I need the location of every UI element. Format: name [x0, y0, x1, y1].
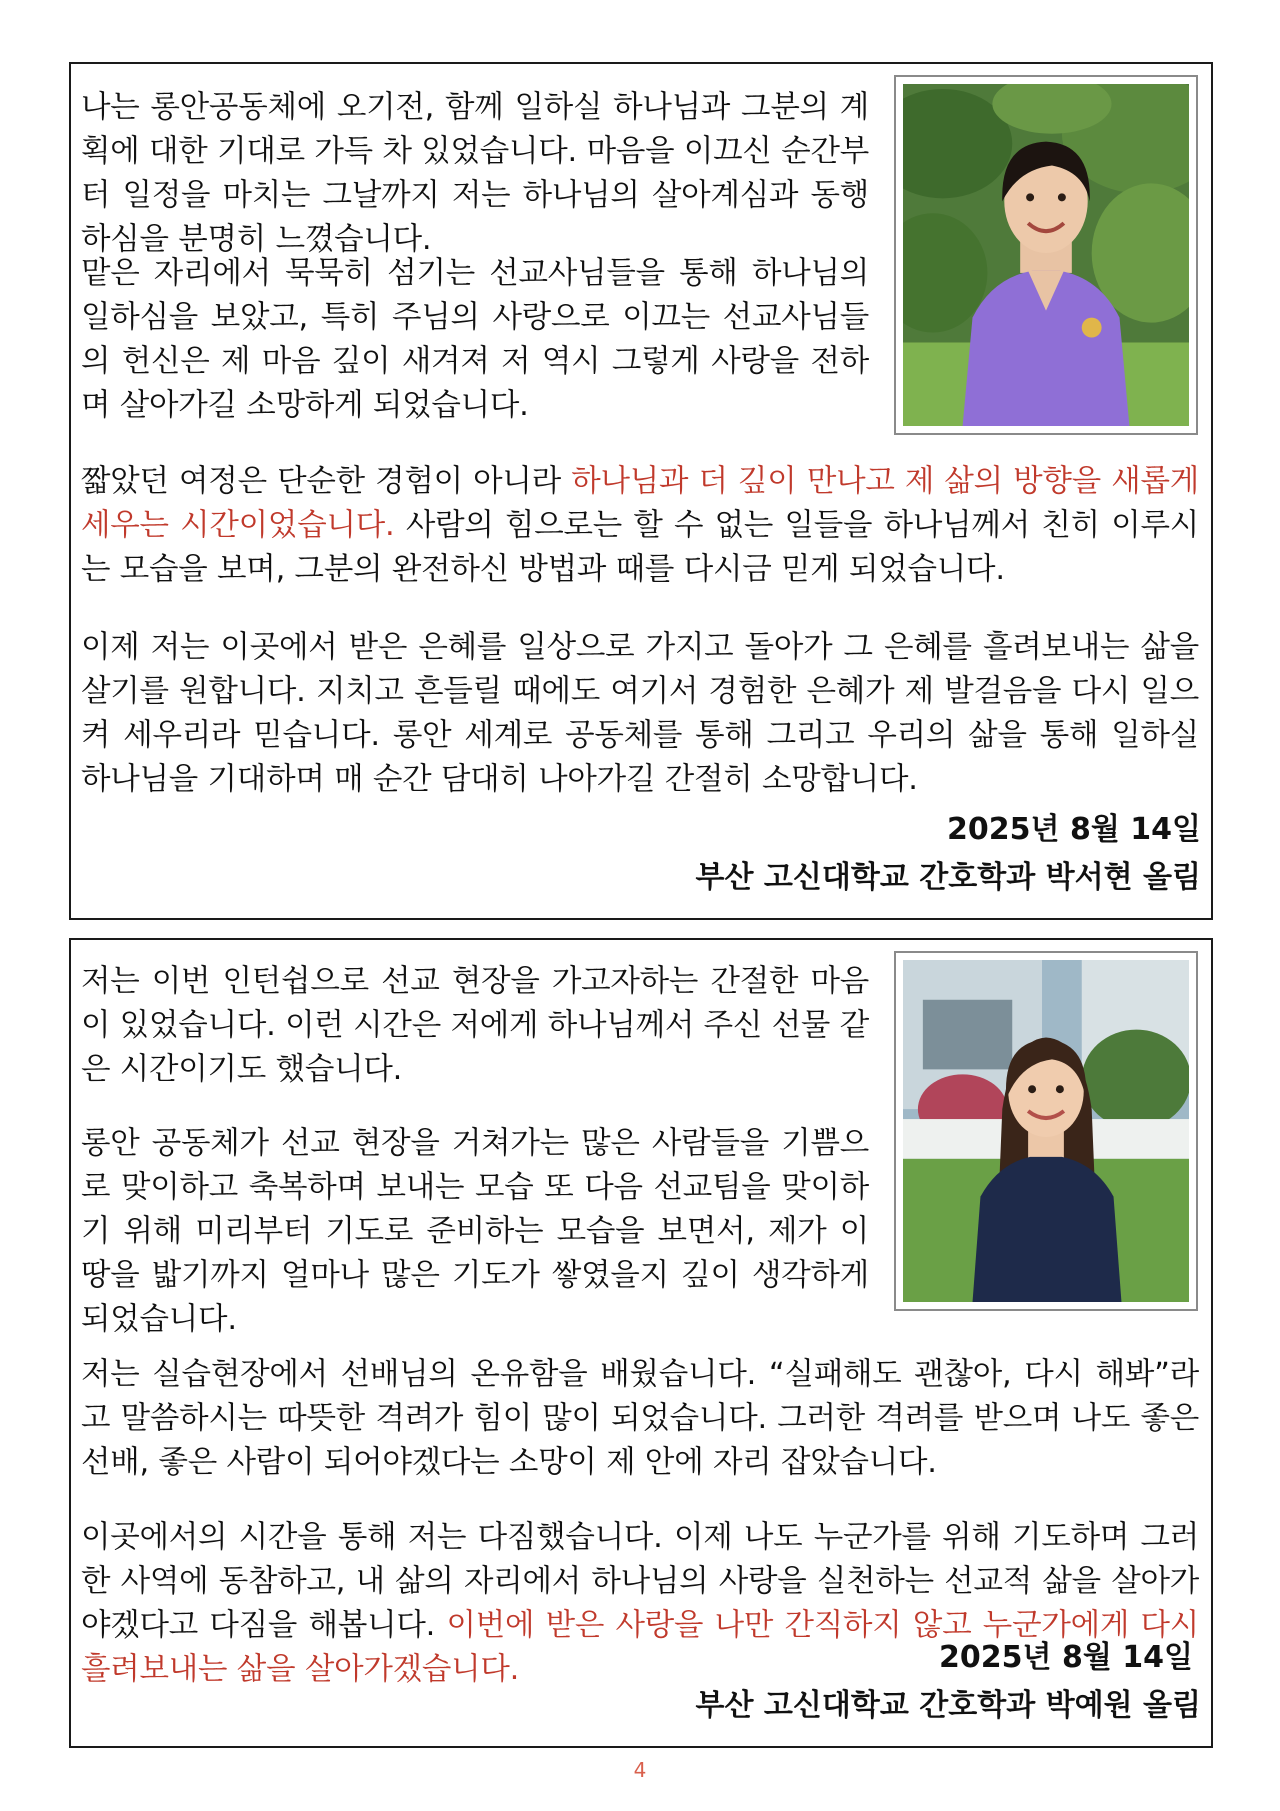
portrait-photo-2-image — [903, 960, 1189, 1302]
portrait-photo-1-image — [903, 84, 1189, 426]
letter-box-1 — [69, 62, 1213, 920]
letter-1-highlight: 하나님과 더 깊이 만나고 제 삶의 방향을 새롭게 세우는 시간이었습니다. — [81, 464, 1199, 543]
portrait-photo-1 — [894, 75, 1198, 435]
letter-1-paragraph-1: 나는 롱안공동체에 오기전, 함께 일하실 하나님과 그분의 계획에 대한 기대로 가득 차 있었습니다. 마음을 이끄신 순간부터 일정을 마치는 그날까지 저는 하나님의 살아계심과 동행하심을 분명히 느꼈습니다. — [81, 90, 869, 257]
portrait-photo-2 — [894, 951, 1198, 1311]
letter-2-paragraph-3: 저는 실습현장에서 선배님의 온유함을 배웠습니다. “실패해도 괜찮아, 다시 해봐”라고 말씀하시는 따뜻한 격려가 힘이 많이 되었습니다. 그러한 격려를 받으며 나도 좋은 선배, 좋은 사람이 되어야겠다는 소망이 제 안에 자리 잡았습니다. — [81, 1357, 1199, 1480]
letter-1-paragraph-2: 맡은 자리에서 묵묵히 섬기는 선교사님들을 통해 하나님의 일하심을 보았고, 특히 주님의 사랑으로 이끄는 선교사님들의 헌신은 제 마음 깊이 새겨져 저 역시 그렇게 사랑을 전하며 살아가길 소망하게 되었습니다. — [81, 256, 869, 423]
letter-2-signature: 부산 고신대학교 간호학과 박예원 올림 — [695, 1688, 1201, 1723]
letter-2-date: 2025년 8월 14일 — [939, 1640, 1193, 1675]
letter-box-2 — [69, 938, 1213, 1748]
page-number: 4 — [633, 1758, 647, 1782]
letter-1-p3-rest: 사람의 힘으로는 할 수 없는 일들을 하나님께서 친히 이루시는 모습을 보며, 그분의 완전하신 방법과 때를 다시금 믿게 되었습니다. — [81, 508, 1199, 587]
letter-1-paragraph-3 — [81, 460, 1199, 592]
letter-1-paragraph-4: 이제 저는 이곳에서 받은 은혜를 일상으로 가지고 돌아가 그 은혜를 흘려보내는 삶을 살기를 원합니다. 지치고 흔들릴 때에도 여기서 경험한 은혜가 제 발걸음을 다시 일으켜 세우리라 믿습니다. 롱안 세계로 공동체를 통해 그리고 우리의 삶을 통해 일하실 하나님을 기대하며 매 순간 담대히 나아가길 간절히 소망합니다. — [81, 630, 1199, 797]
letter-2-highlight: 이번에 받은 사랑을 나만 간직하지 않고 누군가에게 다시 흘려보내는 삶을 살아가겠습니다. — [81, 1608, 1200, 1687]
letter-2-paragraph-2: 롱안 공동체가 선교 현장을 거쳐가는 많은 사람들을 기쁨으로 맞이하고 축복하며 보내는 모습 또 다음 선교팀을 맞이하기 위해 미리부터 기도로 준비하는 모습을 보면서, 제가 이 땅을 밟기까지 얼마나 많은 기도가 쌓였을지 깊이 생각하게 되었습니다. — [81, 1126, 869, 1337]
letter-2-p4-text: 이곳에서의 시간을 통해 저는 다짐했습니다. 이제 나도 누군가를 위해 기도하며 그러한 사역에 동참하고, 내 삶의 자리에서 하나님의 사랑을 실천하는 선교적 삶을 살아가야겠다고 다짐을 해봅니다. — [81, 1520, 1199, 1643]
letter-1-date: 2025년 8월 14일 — [947, 812, 1201, 847]
letter-1-p3-text: 짧았던 여정은 단순한 경험이 아니라 — [81, 464, 572, 499]
letter-2-paragraph-1: 저는 이번 인턴쉽으로 선교 현장을 가고자하는 간절한 마음이 있었습니다. 이런 시간은 저에게 하나님께서 주신 선물 같은 시간이기도 했습니다. — [81, 964, 869, 1087]
letter-1-signature: 부산 고신대학교 간호학과 박서현 올림 — [695, 860, 1201, 895]
